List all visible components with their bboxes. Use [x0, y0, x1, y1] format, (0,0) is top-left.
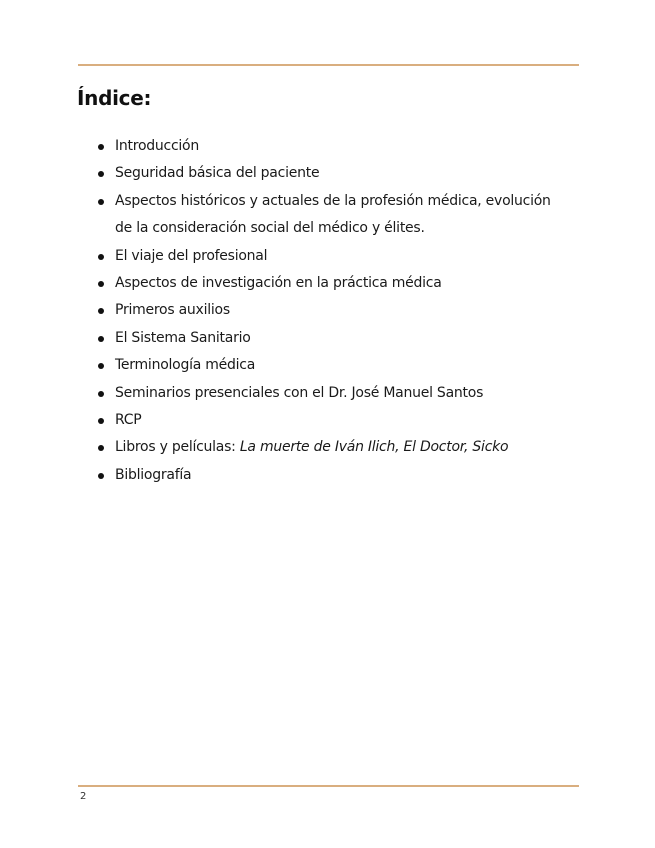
list-item: Primeros auxilios: [98, 297, 568, 324]
list-item: Terminología médica: [98, 352, 568, 379]
list-item: Aspectos históricos y actuales de la profesión médica, evolución de la consideración social del médico y élites.: [98, 188, 568, 243]
list-item: RCP: [98, 407, 568, 434]
list-item: Aspectos de investigación en la práctica médica: [98, 270, 568, 297]
list-item: El Sistema Sanitario: [98, 325, 568, 352]
list-item-books: [98, 434, 568, 461]
books-works: La muerte de Iván Ilich, El Doctor, Sicko: [239, 439, 509, 456]
list-item: Seminarios presenciales con el Dr. José Manuel Santos: [98, 380, 568, 407]
page-number: 2: [80, 791, 87, 802]
header-rule: [78, 64, 579, 66]
list-item: Bibliografía: [98, 462, 568, 489]
footer-rule: [78, 785, 579, 787]
list-item: Seguridad básica del paciente: [98, 160, 568, 187]
index-list: [98, 133, 568, 489]
index-heading: Índice:: [77, 86, 152, 110]
list-item: El viaje del profesional: [98, 243, 568, 270]
list-item: Introducción: [98, 133, 568, 160]
books-prefix: Libros y películas:: [115, 439, 240, 456]
